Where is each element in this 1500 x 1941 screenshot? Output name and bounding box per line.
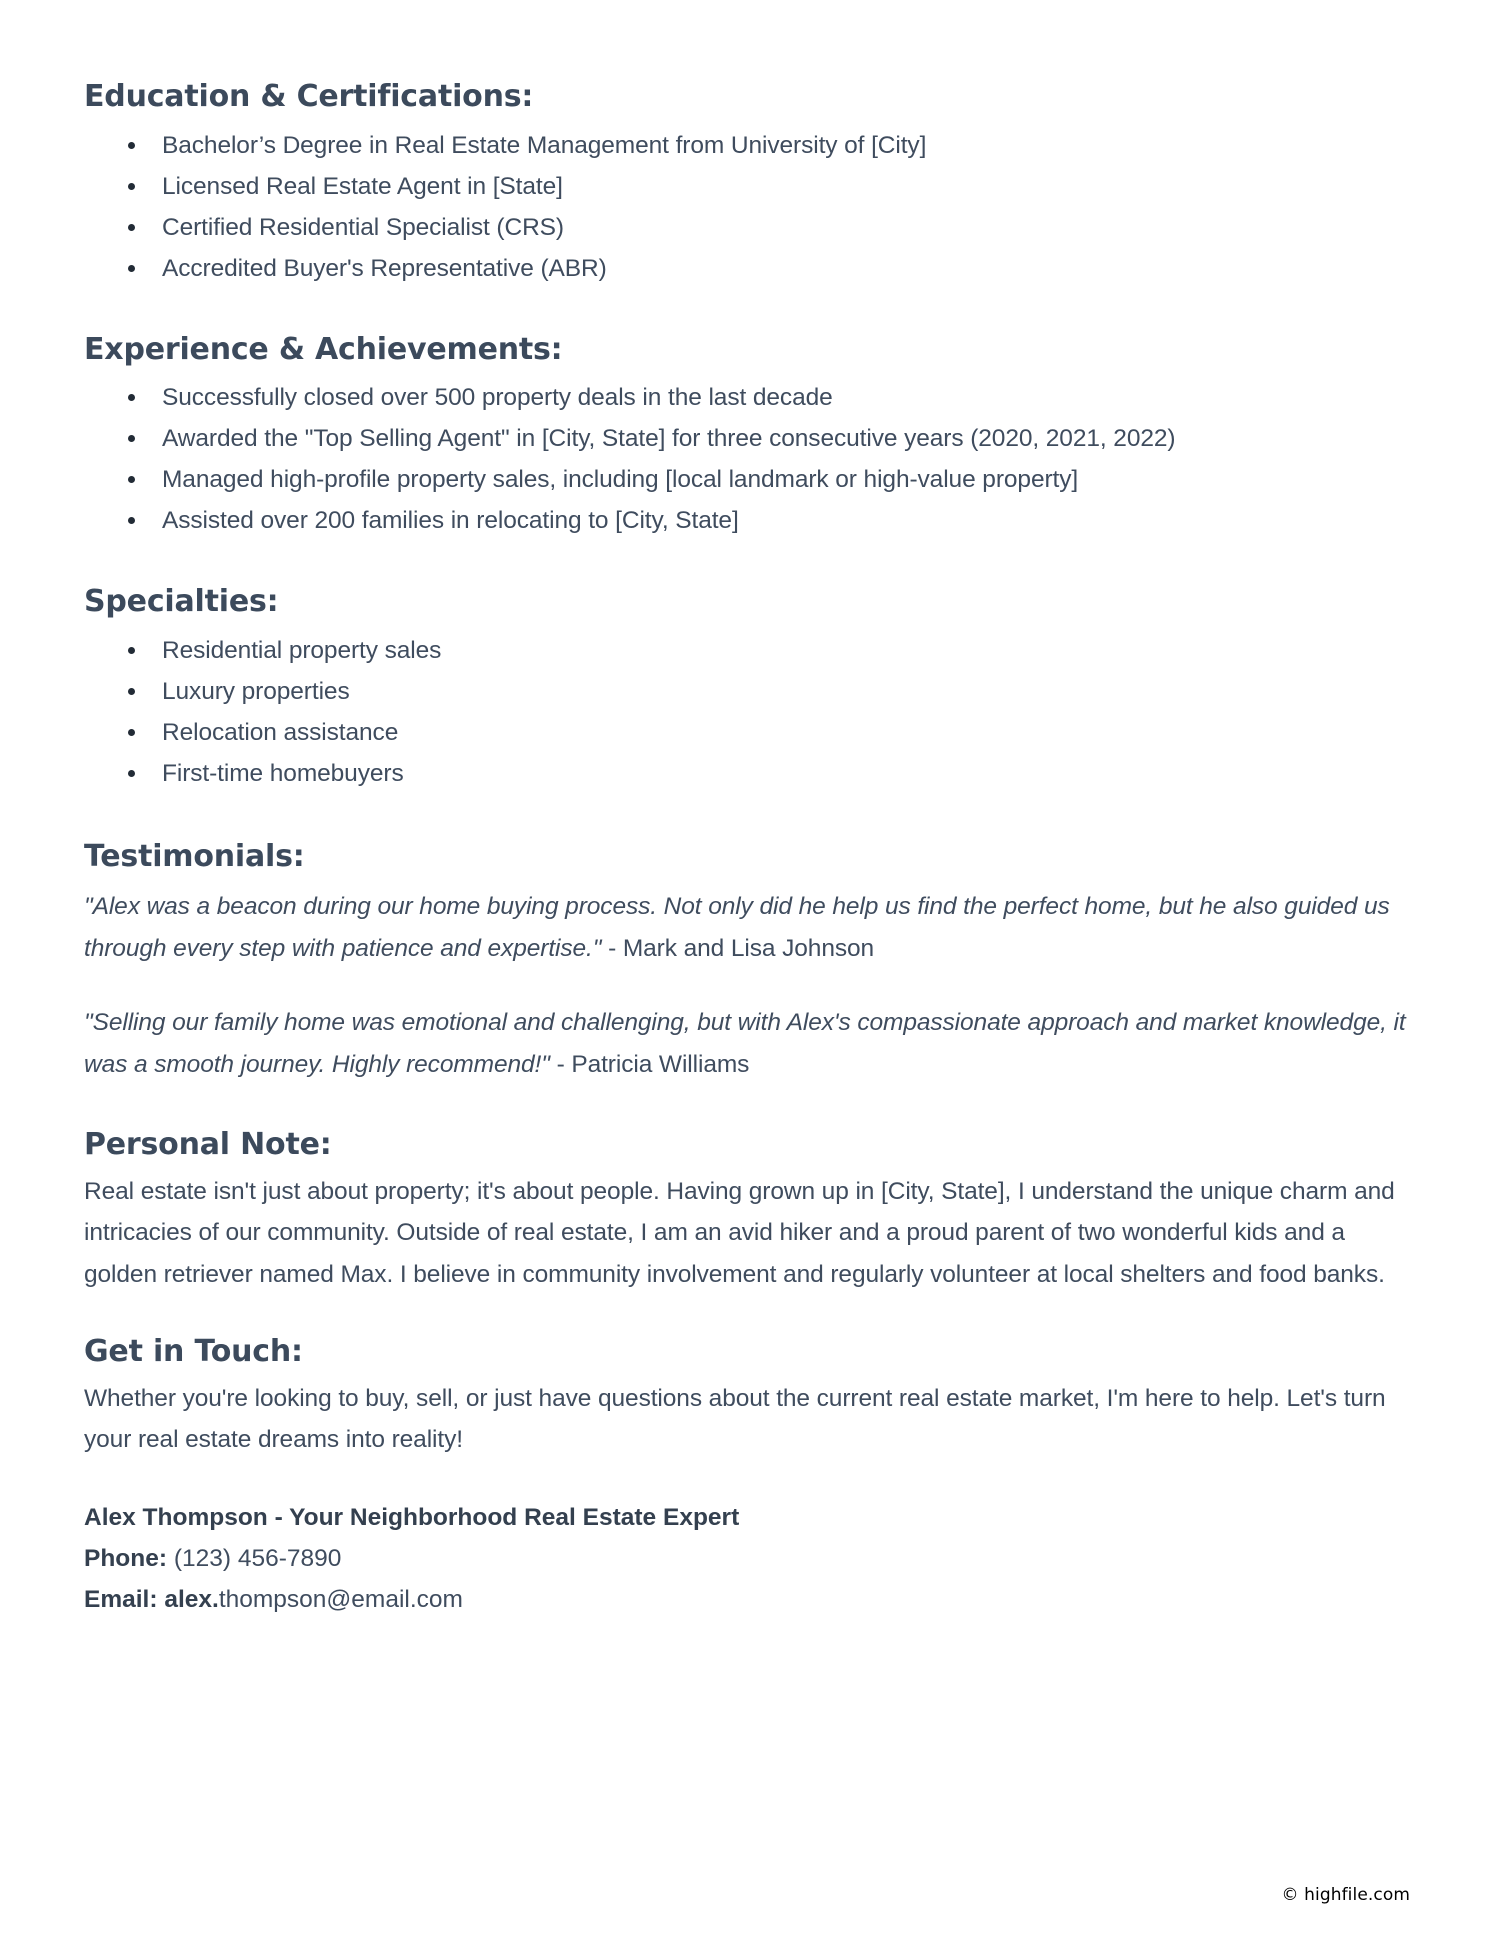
heading-personal-note: Personal Note: (84, 1127, 332, 1162)
list-item-label: Successfully closed over 500 property deals in the last decade (162, 384, 833, 411)
list-item (84, 418, 1412, 459)
list-item (84, 166, 1412, 207)
testimonial-attribution: - Patricia Williams (549, 1051, 750, 1078)
footer-copyright: © highfile.com (1281, 1885, 1410, 1905)
list-item (84, 671, 1412, 712)
heading-experience: Experience & Achievements: (84, 331, 563, 367)
list-item (84, 630, 1412, 671)
specialties-bullet-list (84, 630, 1412, 794)
list-item (84, 125, 1412, 166)
list-item-label: Residential property sales (162, 636, 442, 664)
list-item-label: Certified Residential Specialist (CRS) (162, 213, 564, 241)
list-item-label: Luxury properties (162, 677, 350, 705)
bullet-dot-icon (128, 394, 135, 401)
testimonial-quote: "Selling our family home was emotional and challenging, but with Alex's compassionate approach and market knowledge, it was a smooth journey. Highly recommend!" (84, 1009, 1406, 1078)
contact-email-label: Email: alex. (84, 1585, 219, 1613)
contact-signature (84, 1497, 1412, 1538)
get-in-touch-paragraph: Whether you're looking to buy, sell, or just have questions about the current real estate market, I'm here to help. Let's turn your real estate dreams into reality! (84, 1384, 1386, 1453)
list-item-label: Bachelor’s Degree in Real Estate Management from University of [City] (162, 131, 927, 159)
bullet-dot-icon (128, 517, 135, 524)
contact-email-value: thompson@email.com (218, 1585, 463, 1613)
list-item-label: Licensed Real Estate Agent in [State] (162, 172, 563, 200)
list-item-label: First-time homebuyers (162, 759, 404, 787)
list-item (84, 248, 1412, 289)
testimonial-attribution: - Mark and Lisa Johnson (601, 935, 875, 962)
list-item (84, 377, 1412, 418)
list-item-label: Assisted over 200 families in relocating to [City, State] (162, 507, 739, 534)
heading-testimonials: Testimonials: (84, 838, 305, 874)
bullet-dot-icon (128, 476, 135, 483)
bullet-dot-icon (128, 770, 135, 777)
list-item-label: Awarded the "Top Selling Agent" in [City, State] for three consecutive years (2020, 2021, 2022) (162, 425, 1176, 452)
list-item (84, 500, 1412, 541)
list-item-label: Relocation assistance (162, 718, 399, 746)
personal-note-paragraph: Real estate isn't just about property; it's about people. Having grown up in [City, State], I understand the unique charm and intricacies of our community. Outside of real estate, I am an avid hiker and a proud parent of two wonderful kids and a golden retriever named Max. I believe in community involvement and regularly volunteer at local shelters and food banks. (84, 1177, 1395, 1288)
section-experience (84, 333, 1412, 542)
list-item (84, 207, 1412, 248)
bullet-dot-icon (128, 688, 135, 695)
testimonial-quote: "Alex was a beacon during our home buying process. Not only did he help us find the perfect home, but he also guided us through every step with patience and expertise." (84, 893, 1390, 962)
bullet-dot-icon (128, 435, 135, 442)
bullet-dot-icon (128, 142, 135, 149)
contact-email (84, 1579, 1412, 1620)
section-education (84, 80, 1412, 289)
bullet-dot-icon (128, 729, 135, 736)
bullet-dot-icon (128, 183, 135, 190)
list-item (84, 753, 1412, 794)
list-item (84, 459, 1412, 500)
list-item-label: Accredited Buyer's Representative (ABR) (162, 254, 607, 282)
list-item-label: Managed high-profile property sales, including [local landmark or high-value property] (162, 466, 1079, 493)
experience-bullet-list (84, 377, 1412, 541)
heading-education: Education & Certifications: (84, 79, 534, 114)
heading-specialties: Specialties: (84, 584, 279, 619)
testimonial-item (84, 1002, 1406, 1086)
education-bullet-list (84, 125, 1412, 289)
section-specialties (84, 585, 1412, 794)
section-get-in-touch (84, 1335, 1412, 1620)
section-personal-note (84, 1128, 1412, 1295)
contact-signature-text: Alex Thompson - Your Neighborhood Real Estate Expert (84, 1503, 740, 1531)
bullet-dot-icon (128, 224, 135, 231)
list-item (84, 712, 1412, 753)
contact-phone (84, 1538, 1412, 1579)
contact-phone-label: Phone: (84, 1544, 168, 1572)
contact-phone-value: (123) 456-7890 (167, 1544, 342, 1572)
bullet-dot-icon (128, 265, 135, 272)
heading-get-in-touch: Get in Touch: (84, 1334, 303, 1369)
testimonial-item (84, 886, 1406, 970)
section-testimonials (84, 840, 1412, 1087)
bullet-dot-icon (128, 647, 135, 654)
contact-block (84, 1497, 1412, 1620)
